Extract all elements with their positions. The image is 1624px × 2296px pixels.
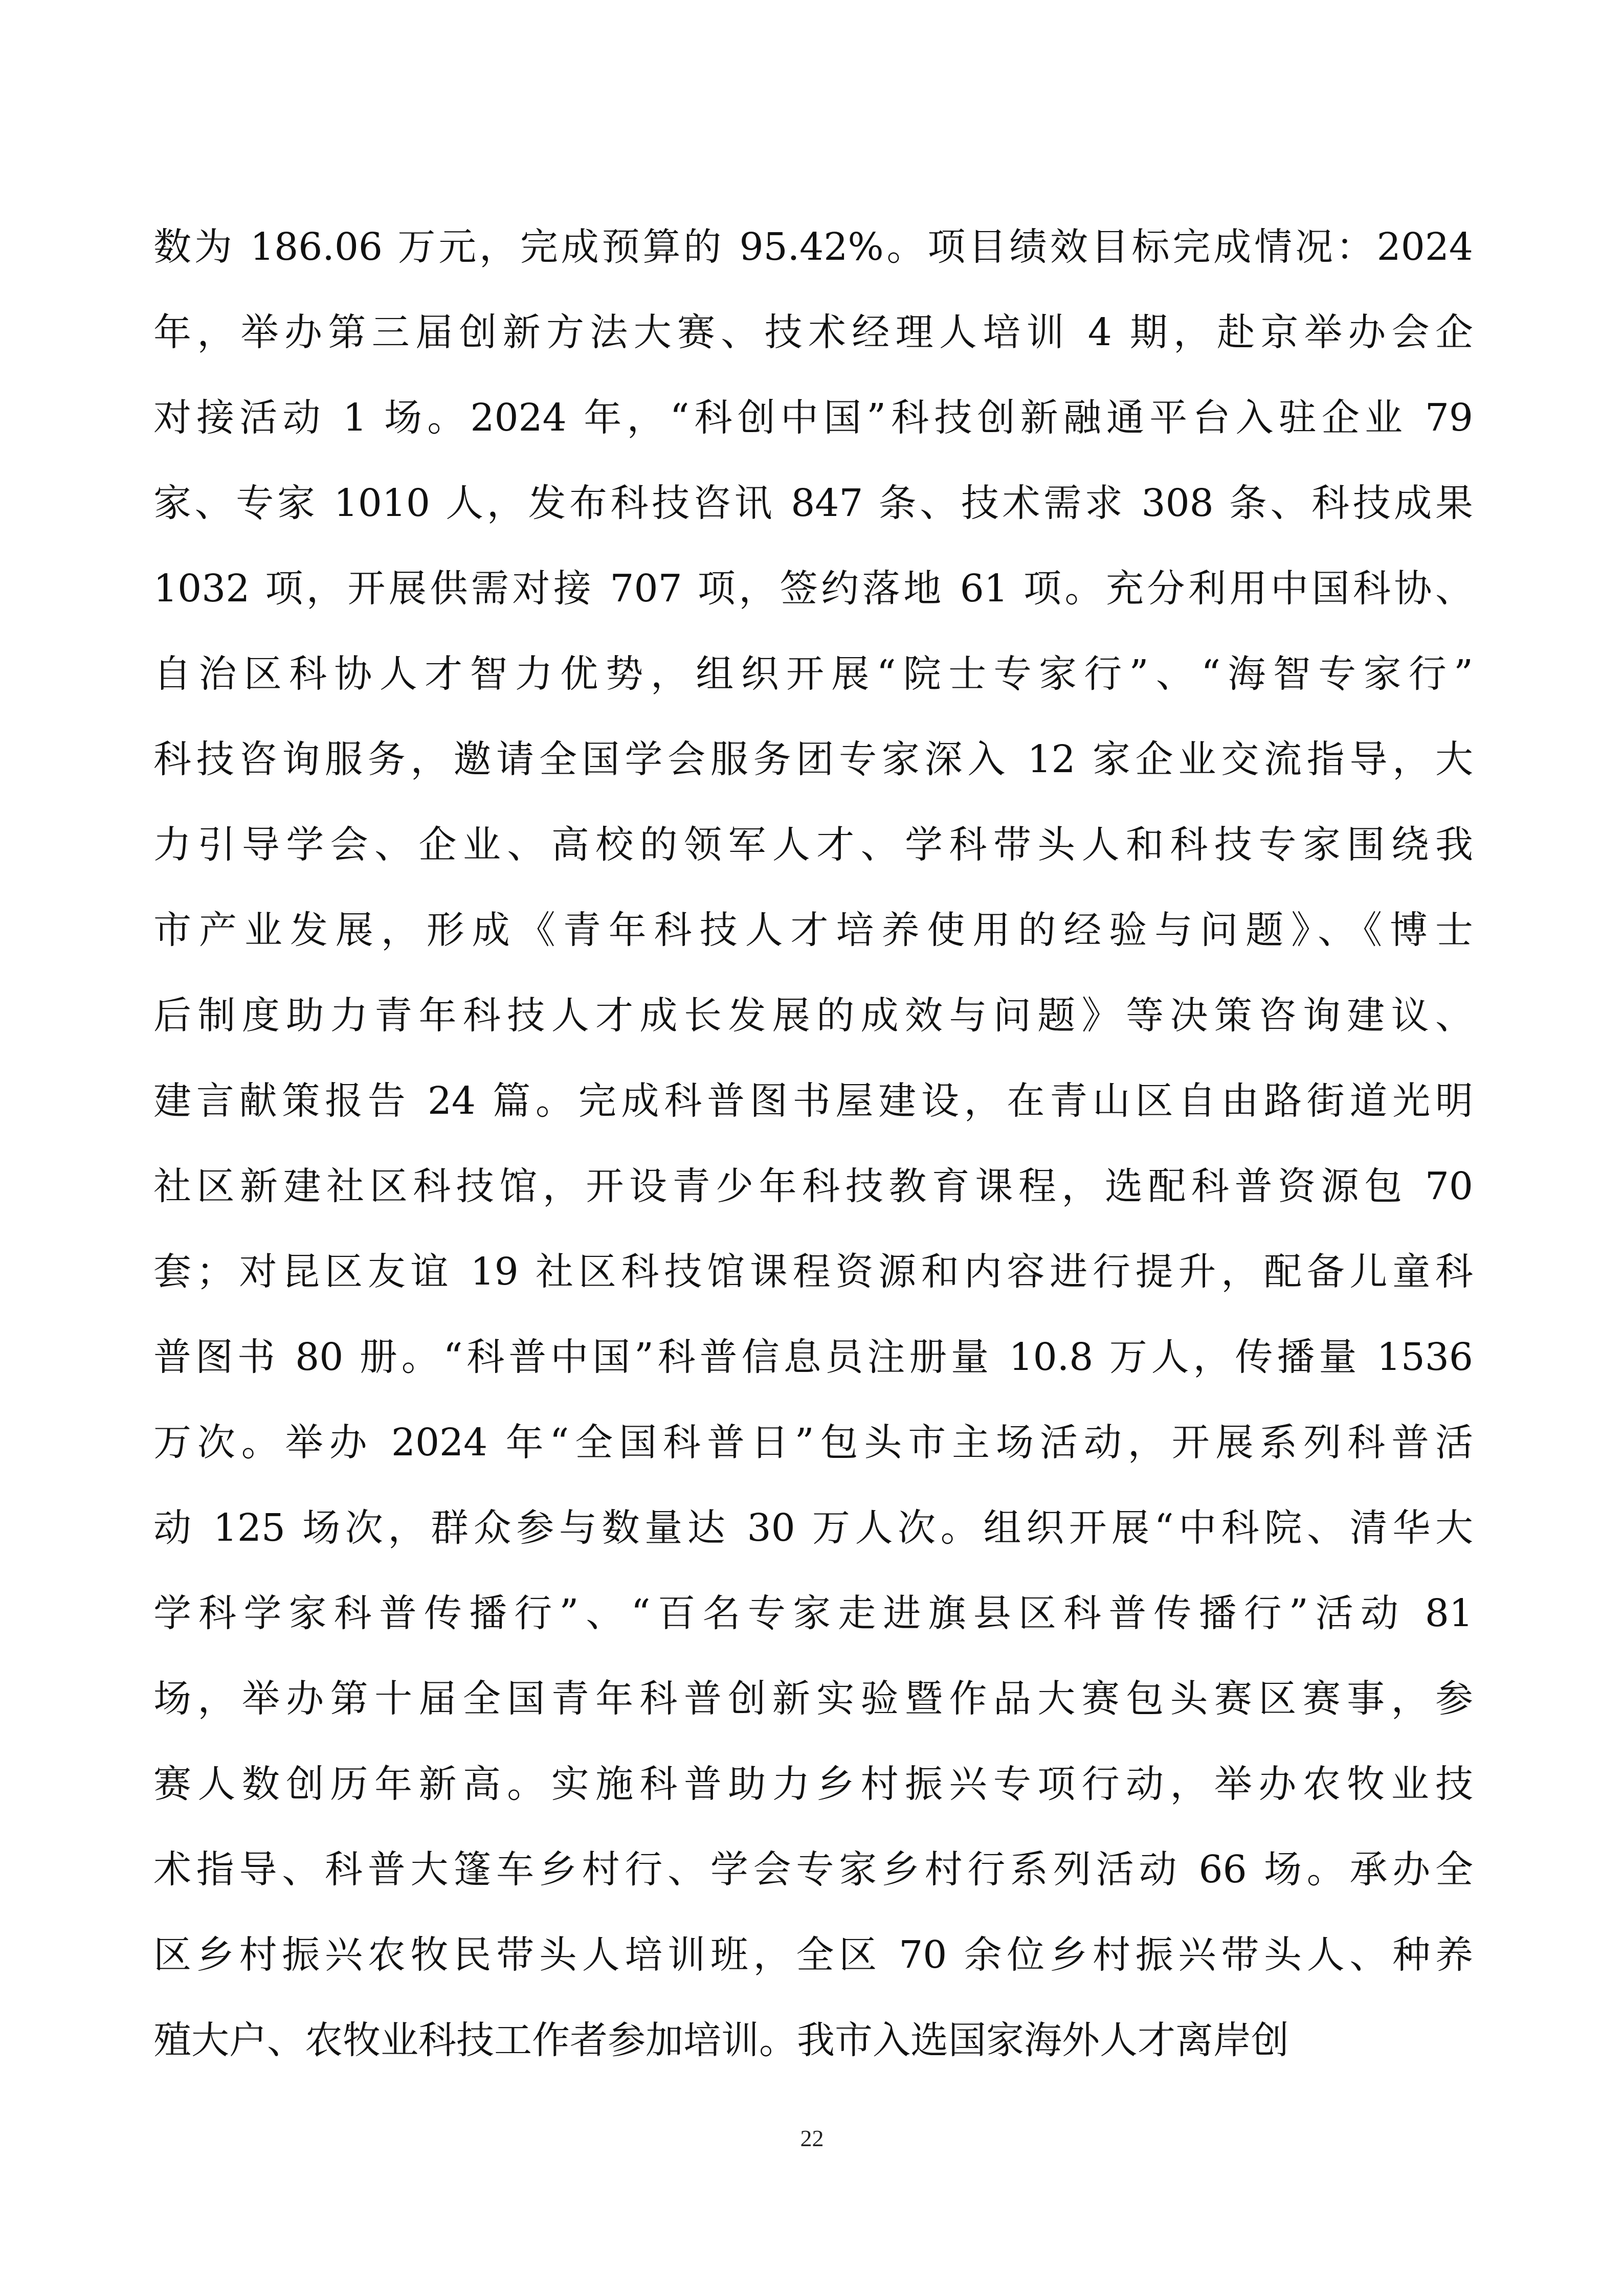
text-line: 后制度助力青年科技人才成长发展的成效与问题》等决策咨询建议、 xyxy=(153,994,1473,1038)
text-line: 力引导学会、企业、高校的领军人才、学科带头人和科技专家围绕我 xyxy=(153,823,1473,867)
body-paragraph xyxy=(153,205,1473,2083)
text-line: 赛人数创历年新高。实施科普助力乡村振兴专项行动，举办农牧业技 xyxy=(153,1762,1473,1806)
text-line: 年，举办第三届创新方法大赛、技术经理人培训 4 期，赴京举办会企 xyxy=(153,310,1473,354)
text-line: 1032 项，开展供需对接 707 项，签约落地 61 项。充分利用中国科协、 xyxy=(153,567,1473,611)
text-line: 建言献策报告 24 篇。完成科普图书屋建设，在青山区自由路街道光明 xyxy=(153,1079,1473,1123)
text-line: 数为 186.06 万元，完成预算的 95.42%。项目绩效目标完成情况：2024 xyxy=(153,225,1473,269)
text-line: 普图书 80 册。“科普中国”科普信息员注册量 10.8 万人，传播量 1536 xyxy=(153,1335,1473,1379)
text-line: 学科学家科普传播行”、“百名专家走进旗县区科普传播行”活动 81 xyxy=(153,1591,1473,1635)
text-line: 家、专家 1010 人，发布科技咨讯 847 条、技术需求 308 条、科技成果 xyxy=(153,481,1473,525)
text-line: 殖大户、农牧业科技工作者参加培训。我市入选国家海外人才离岸创 xyxy=(153,2018,1289,2062)
text-line: 对接活动 1 场。2024 年，“科创中国”科技创新融通平台入驻企业 79 xyxy=(153,396,1473,440)
text-line: 套；对昆区友谊 19 社区科技馆课程资源和内容进行提升，配备儿童科 xyxy=(153,1250,1473,1294)
text-line: 区乡村振兴农牧民带头人培训班，全区 70 余位乡村振兴带头人、种养 xyxy=(153,1933,1473,1977)
text-line: 自治区科协人才智力优势，组织开展“院士专家行”、“海智专家行” xyxy=(153,652,1473,696)
text-line: 万次。举办 2024 年“全国科普日”包头市主场活动，开展系列科普活 xyxy=(153,1421,1473,1465)
text-line: 市产业发展，形成《青年科技人才培养使用的经验与问题》、《博士 xyxy=(153,908,1473,952)
page-number: 22 xyxy=(800,2125,824,2151)
text-line: 科技咨询服务，邀请全国学会服务团专家深入 12 家企业交流指导，大 xyxy=(153,737,1473,781)
text-line: 术指导、科普大篷车乡村行、学会专家乡村行系列活动 66 场。承办全 xyxy=(153,1848,1473,1892)
text-line: 社区新建社区科技馆，开设青少年科技教育课程，选配科普资源包 70 xyxy=(153,1164,1473,1208)
text-line: 场，举办第十届全国青年科普创新实验暨作品大赛包头赛区赛事，参 xyxy=(153,1677,1473,1721)
text-line: 动 125 场次，群众参与数量达 30 万人次。组织开展“中科院、清华大 xyxy=(153,1506,1473,1550)
